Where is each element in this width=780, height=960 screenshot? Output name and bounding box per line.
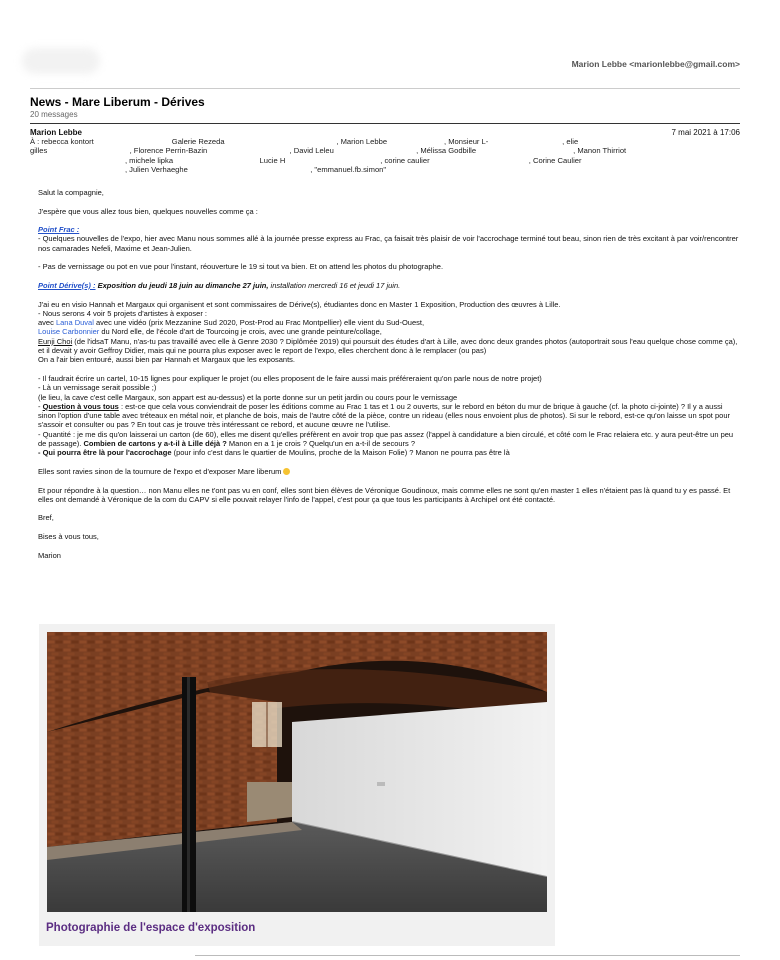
frac-text: - Quelques nouvelles de l'expo, hier avec Manu nous sommes allé à la journée presse express au Frac, ça faisait très plaisir de voir l'accrochage terminé tout beau, sinon rien de très excitant à par voir/rencontrer nos camarades Nefeli, Maxime et Jean-Julien. — [38, 234, 739, 253]
message-count: 20 messages — [30, 110, 78, 119]
attachment-card[interactable] — [39, 624, 555, 946]
artist-line: Louise Carbonnier du Nord elle, de l'école d'art de Tourcoing je crois, avec une grande peinture/collage, — [38, 327, 382, 337]
derive-line: et il devait y avoir Geffroy Didier, mais qui ne pourra plus exposer avec le report de l'expo, elles cherchent donc à le remplacer (ou pas) — [38, 346, 487, 356]
message-date: 7 mai 2021 à 17:06 — [671, 128, 740, 137]
derive-line: J'ai eu en visio Hannah et Margaux qui organisent et sont commissaires de Dérive(s), étudiantes donc en Master 1 Exposition, Production des œuvres à Lille. — [38, 299, 561, 309]
derive-details — [38, 300, 741, 365]
divider — [30, 123, 740, 124]
derive-line: - Il faudrait écrire un cartel, 10-15 lignes pour expliquer le projet (ou elles proposent de le faire aussi mais préféreraient qu'on parle nous de notre projet) — [38, 373, 542, 383]
artist-louise-carbonnier: Louise Carbonnier — [38, 327, 100, 337]
derive-line: - Nous serons 4 voir 5 projets d'artistes à exposer : — [38, 308, 208, 318]
installation-dates: installation mercredi 16 et jeudi 17 juin. — [268, 280, 401, 290]
recipients-line: , michele lipka Lucie H , corine caulier , Corine Caulier — [30, 155, 582, 165]
artist-line: Eunji Choi (de l'idsaT Manu, n'as-tu pas travaillé avec elle à Genre 2030 ? Diplômée 2019) qui poursuit des études d'art à Lille, avec donc deux grandes photos (autoportrait sous l'eau quelque chose comme ça), — [38, 336, 738, 346]
hanging-line: - Qui pourra être là pour l'accrochage (pour info c'est dans le quartier de Moulins, proche de la Maison Folie) ? Manon ne pourra pas être là — [38, 448, 510, 458]
blurred-logo — [22, 48, 100, 74]
recipients-line: , Julien Verhaeghe , "emmanuel.fb.simon" — [30, 165, 387, 175]
derive-heading-link[interactable]: Point Dérive(s) : — [38, 280, 96, 290]
frac-heading-link[interactable]: Point Frac : — [38, 225, 80, 235]
greeting: Salut la compagnie, — [38, 188, 104, 197]
quantity-line: - Quantité : je me dis qu'on laisserai un carton (de 60), elles me disent qu'elles préfèrent en avoir trop que pas assez (l'appel à candidature a bien circulé, et côté com le Frac relaiera etc. y aura peut-être un peu de passage). Combien de cartons y a-t-il à Lille déjà ? Manon en a 1 je crois ? Quelqu'un en a-t-il de secours ? — [38, 429, 734, 449]
divider — [195, 955, 740, 956]
derive-line: (le lieu, la cave c'est celle Margaux, son appart est au-dessus) et la porte donne sur un petit jardin ou cours pour le vernissage — [38, 392, 458, 402]
artist-eunji-choi: Eunji Choi — [38, 336, 73, 346]
artist-lana-duval: Lana Duval — [55, 318, 94, 328]
derive-line: - Là un vernissage serait possible ;) — [38, 383, 157, 393]
attachment-caption: Photographie de l'espace d'exposition — [46, 922, 256, 934]
bises-line: Bises à vous tous, — [38, 531, 99, 541]
sender-name: Marion Lebbe — [30, 128, 83, 137]
recipients-line: gilles , Florence Perrin-Bazin , David Leleu , Mélissa Godbille , Manon Thirriot — [30, 146, 627, 156]
question-label: Question à vous tous — [42, 401, 119, 411]
message-body — [38, 188, 741, 569]
smile-emoji-icon — [283, 468, 290, 475]
ravies-line: Elles sont ravies sinon de la tournure de l'expo et d'exposer Mare liberum — [38, 467, 741, 476]
frac-text-2: - Pas de vernissage ou pot en vue pour l'instant, réouverture le 19 si tout va bien. Et on attend les photos du photographe. — [38, 262, 444, 272]
signature: Marion — [38, 550, 61, 560]
intro: J'espère que vous allez tous bien, quelques nouvelles comme ça : — [38, 206, 258, 216]
recipients — [30, 137, 740, 175]
artist-line: avec Lana Duval avec une vidéo (prix Mezzanine Sud 2020, Post-Prod au Frac Montpellier) elle vient du Sud-Ouest, — [38, 318, 425, 328]
question-line: - Question à vous tous : est-ce que cela vous conviendrait de poser les éditions comme au Frac 1 tas et 1 ou 2 ouverts, sur le rebord en béton du mur de brique à gauche (cf. la photo ci-jointe) ? Il y a aussi sinon l'option d'une table avec tréteaux en métal noir, et planche de bois, mais de l'autre côté de la pièce, contre un rideau (elles nous envoient plus de photos). Si sur le rebord, est-ce qu'on laisse un spot pour s'assoir et consulter ou pas ? En tout cas je trouve très intéressant ce rebord, et aucune œuvre ne l'utilise. — [38, 401, 730, 430]
divider — [30, 88, 740, 89]
derive-line: On a l'air bien entouré, aussi bien par Hannah et Margaux que les exposants. — [38, 355, 296, 365]
response-paragraph: Et pour répondre à la question… non Manu elles ne t'ont pas vu en conf, elles sont bien élèves de Véronique Goudinoux, mais comme elles ne sont qu'en master 1 elles n'étaient pas là quand tu y es passé. Et elles ont demandé à Véronique de la com du CAPV si elle pouvait relayer l'info de l'appel, c'est pour ça que tous les participants à Archipel ont été contacté. — [38, 485, 731, 504]
bref-line: Bref, — [38, 513, 54, 523]
derive-heading-line — [38, 281, 741, 290]
exhibition-space-photo — [47, 632, 547, 912]
thread-subject: News - Mare Liberum - Dérives — [30, 95, 205, 109]
account-email: Marion Lebbe <marionlebbe@gmail.com> — [571, 59, 740, 69]
frac-section — [38, 225, 741, 253]
exhibition-dates: Exposition du jeudi 18 juin au dimanche 27 juin, — [97, 280, 269, 290]
recipients-line: À : rebecca kontort Galerie Rezeda , Marion Lebbe , Monsieur L- , elie — [30, 137, 579, 146]
derive-questions — [38, 374, 741, 458]
